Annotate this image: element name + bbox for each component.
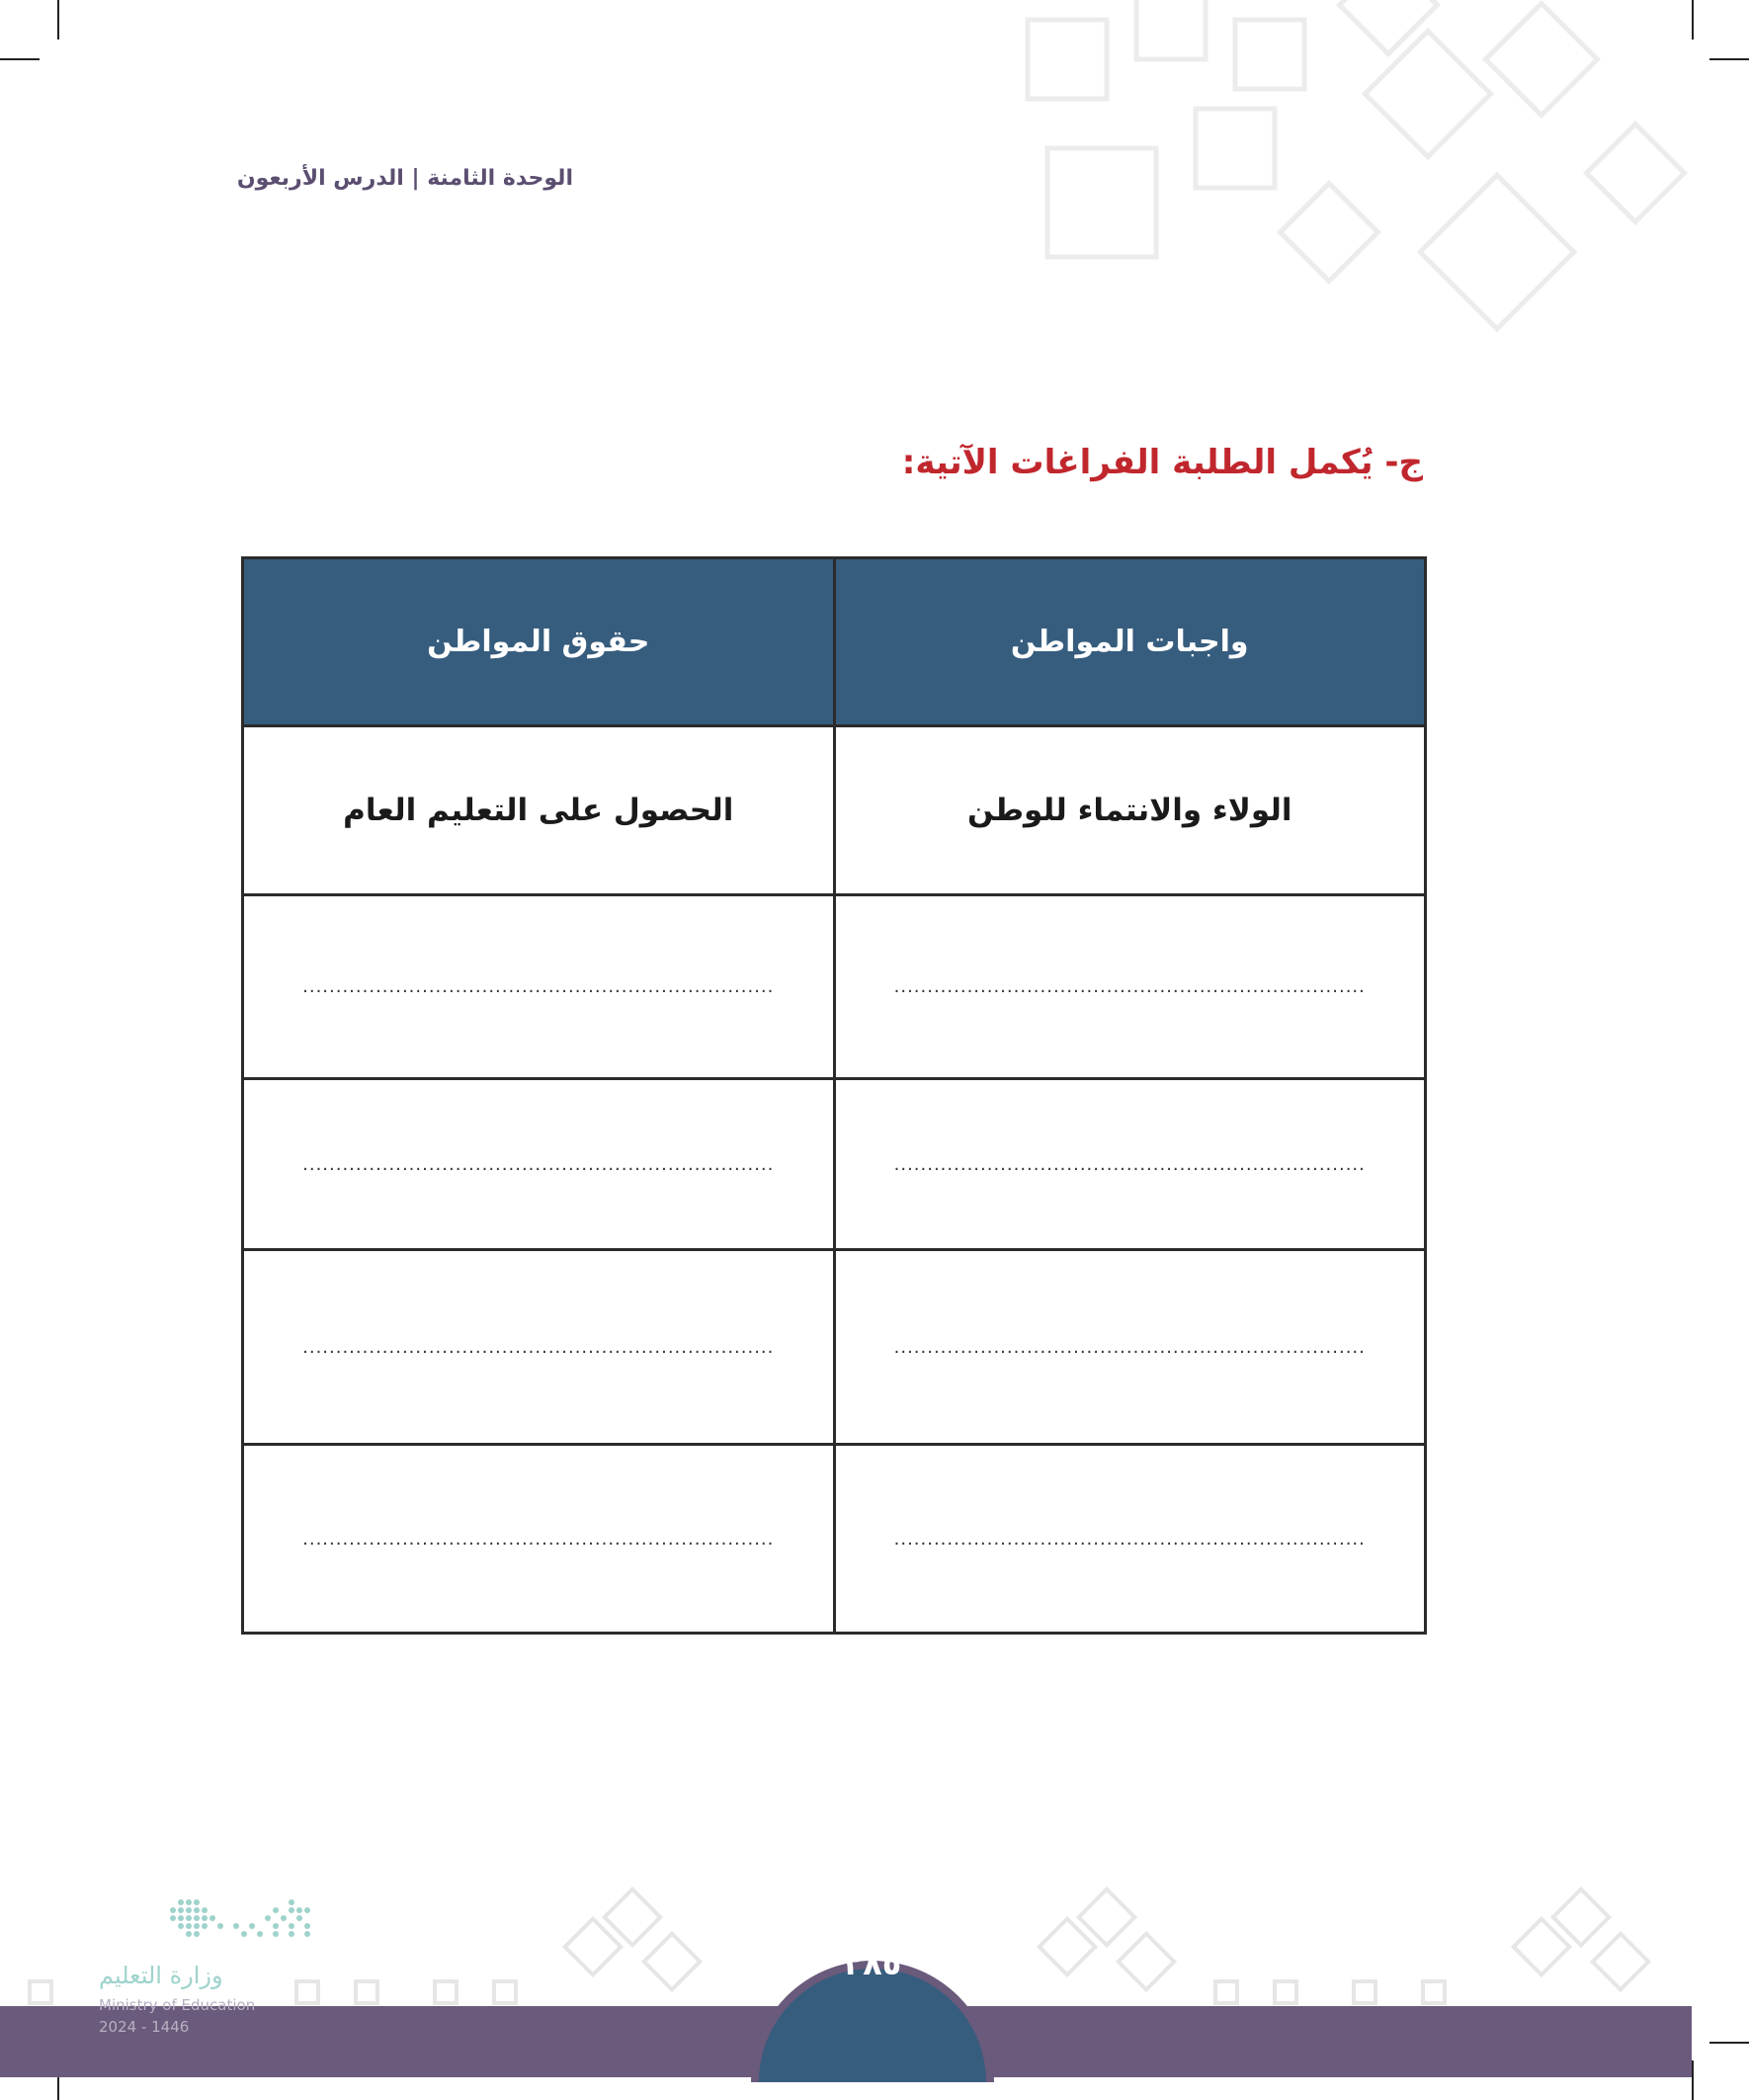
right-blank-field[interactable]: ....................................................................... bbox=[243, 1445, 835, 1634]
duty-blank-field[interactable]: ....................................................................... bbox=[834, 1250, 1426, 1445]
exercise-instruction: ج- يُكمل الطلبة الفراغات الآتية: bbox=[901, 443, 1423, 482]
table-row bbox=[243, 895, 1426, 1079]
right-blank-field[interactable]: ....................................................................... bbox=[243, 895, 835, 1079]
right-blank-field[interactable]: ....................................................................... bbox=[243, 1250, 835, 1445]
crop-mark bbox=[1692, 0, 1694, 40]
duty-blank-field[interactable]: ....................................................................... bbox=[834, 1445, 1426, 1634]
ministry-name-arabic: وزارة التعليم bbox=[99, 1962, 223, 1989]
page-number: ٢٨٥ bbox=[843, 1945, 902, 1982]
crop-mark bbox=[57, 0, 59, 40]
ministry-year: 2024 - 1446 bbox=[99, 2018, 190, 2036]
right-blank-field[interactable]: ....................................................................... bbox=[243, 1079, 835, 1250]
duty-blank-field[interactable]: ....................................................................... bbox=[834, 895, 1426, 1079]
crop-mark bbox=[0, 58, 40, 60]
table-row bbox=[243, 1079, 1426, 1250]
table-header-row bbox=[243, 558, 1426, 726]
ministry-name-english: Ministry of Education bbox=[99, 1996, 256, 2014]
example-right-cell: الحصول على التعليم العام bbox=[243, 726, 835, 895]
duties-column-header: واجبات المواطن bbox=[834, 558, 1426, 726]
crop-mark bbox=[1709, 2042, 1749, 2044]
unit-lesson-header: الوحدة الثامنة | الدرس الأربعون bbox=[236, 166, 573, 191]
page-number-badge bbox=[751, 1904, 994, 2082]
table-row bbox=[243, 1250, 1426, 1445]
example-duty-cell: الولاء والانتماء للوطن bbox=[834, 726, 1426, 895]
rights-duties-table bbox=[241, 556, 1427, 1635]
table-row bbox=[243, 1445, 1426, 1634]
rights-column-header: حقوق المواطن bbox=[243, 558, 835, 726]
crop-mark bbox=[1709, 58, 1749, 60]
crop-mark bbox=[1692, 2060, 1694, 2100]
duty-blank-field[interactable]: ....................................................................... bbox=[834, 1079, 1426, 1250]
table-row bbox=[243, 726, 1426, 895]
